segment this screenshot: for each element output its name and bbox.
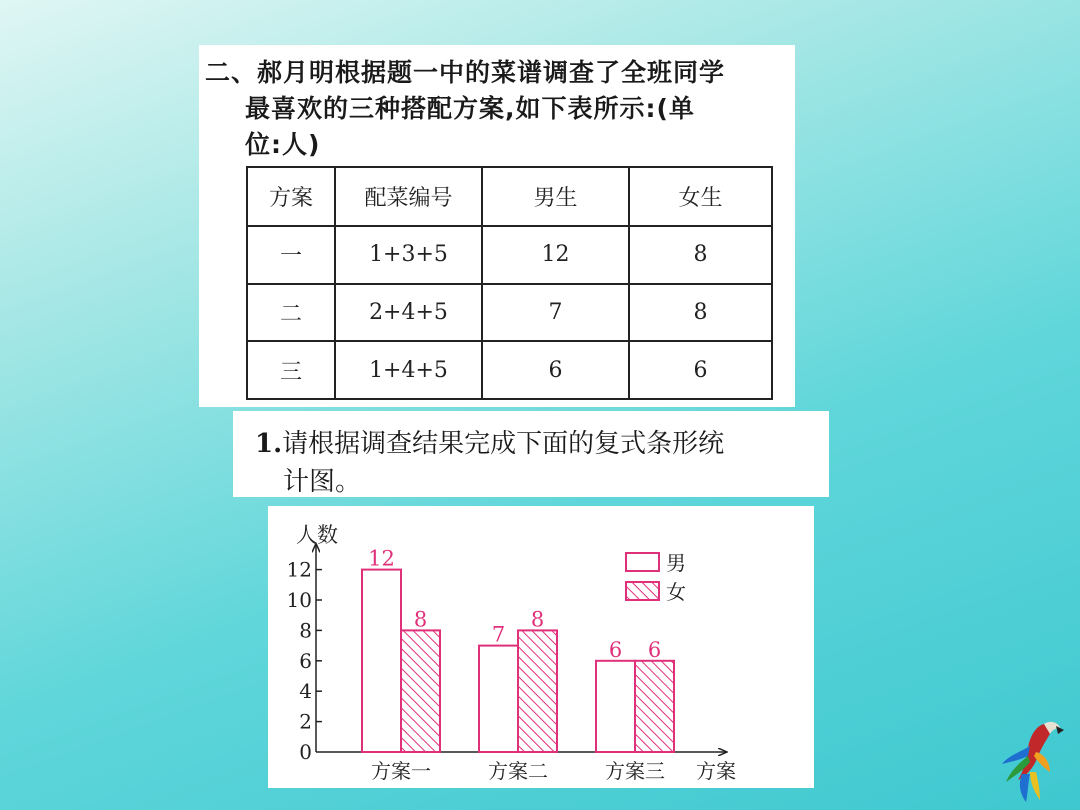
question-line-3: 位:人): [245, 130, 321, 159]
y-tick-label: 2: [299, 709, 312, 734]
table-cell: 一: [247, 226, 335, 284]
bar-value-label: 8: [530, 607, 545, 632]
bar-value-label: 6: [608, 637, 623, 662]
x-tick-label: 方案三: [605, 759, 665, 783]
question-panel: [199, 45, 795, 407]
table-cell: 1+4+5: [335, 341, 482, 399]
x-axis-label: 方案: [696, 759, 736, 783]
x-tick-label: 方案一: [371, 759, 431, 783]
table-header-cell: 配菜编号: [335, 167, 482, 226]
table-cell: 6: [482, 341, 629, 399]
question-line-2: 最喜欢的三种搭配方案,如下表所示:(单: [245, 94, 695, 123]
subquestion-panel: [233, 411, 829, 497]
legend-swatch: [626, 553, 659, 571]
y-tick-label: 12: [286, 557, 312, 582]
table-cell: 12: [482, 226, 629, 284]
table-cell: 8: [629, 284, 772, 342]
bar-chart: [268, 506, 814, 788]
bar-女: [635, 661, 674, 752]
table-cell: 8: [629, 226, 772, 284]
table-cell: 三: [247, 341, 335, 399]
table-header-cell: 男生: [482, 167, 629, 226]
table-cell: 1+3+5: [335, 226, 482, 284]
table-row: [247, 341, 772, 399]
subquestion-line-2: 计图。: [283, 467, 362, 497]
table-header-cell: 方案: [247, 167, 335, 226]
bar-value-label: 12: [368, 546, 395, 571]
table-row: [247, 226, 772, 284]
table-header-row: [247, 167, 772, 226]
bar-女: [401, 630, 440, 752]
y-axis-label: 人数: [296, 523, 338, 547]
y-tick-label: 0: [299, 740, 312, 764]
chart-panel: [268, 506, 814, 788]
table-cell: 二: [247, 284, 335, 342]
table-cell: 2+4+5: [335, 284, 482, 342]
legend-label: 男: [666, 551, 686, 575]
subquestion-number: 1.: [255, 429, 283, 459]
table-cell: 7: [482, 284, 629, 342]
bar-男: [596, 661, 635, 752]
y-tick-label: 4: [299, 679, 312, 704]
table-row: [247, 284, 772, 342]
legend-label: 女: [666, 580, 686, 604]
bar-value-label: 6: [647, 637, 662, 662]
subquestion-text: 请根据调查结果完成下面的复式条形统: [282, 429, 725, 459]
bar-女: [518, 630, 557, 752]
subquestion-line-1: [255, 423, 724, 460]
bar-男: [362, 570, 401, 752]
bar-value-label: 7: [491, 622, 506, 647]
table-header-cell: 女生: [629, 167, 772, 226]
y-tick-label: 8: [299, 618, 312, 643]
table-cell: 6: [629, 341, 772, 399]
bar-男: [479, 646, 518, 752]
parrot-logo: [1000, 716, 1070, 804]
y-tick-label: 6: [299, 648, 312, 673]
x-tick-label: 方案二: [488, 759, 548, 783]
legend-swatch: [626, 582, 659, 600]
survey-table: [246, 166, 773, 400]
y-tick-label: 10: [286, 588, 312, 612]
bar-value-label: 8: [413, 607, 428, 632]
question-line-1: 二、郝月明根据题一中的菜谱调查了全班同学: [205, 58, 726, 87]
